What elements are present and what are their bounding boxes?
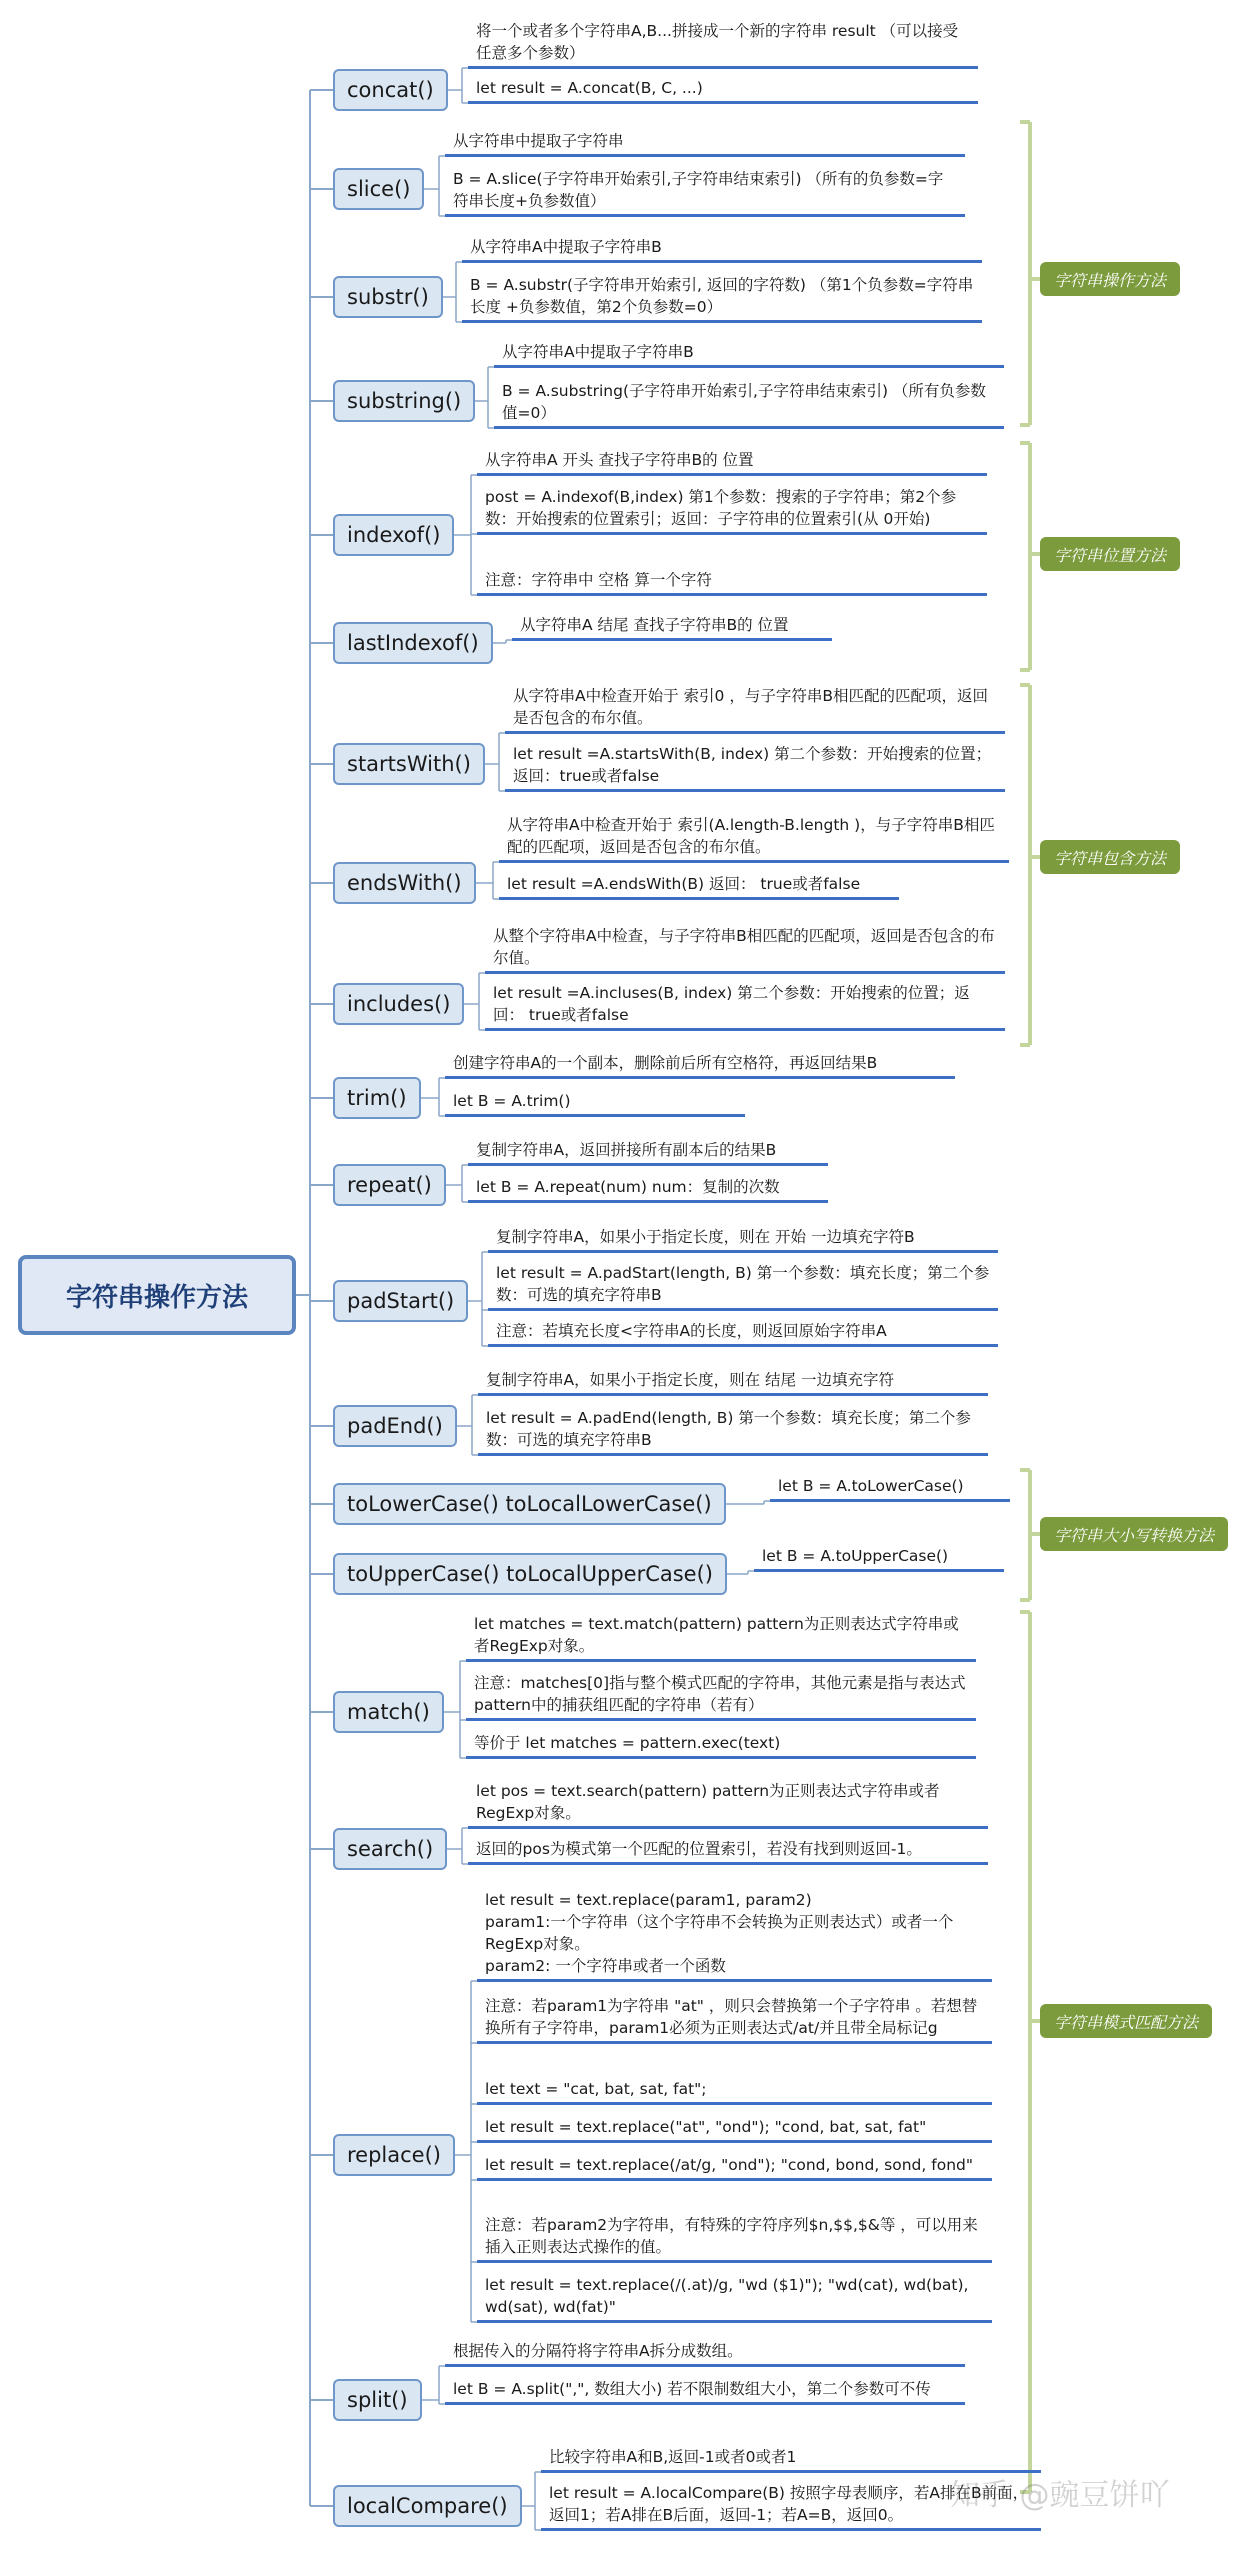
method-search[interactable]: search() [333, 1828, 447, 1870]
note-repeat-syntax: let B = A.repeat(num) num：复制的次数 [468, 1174, 828, 1203]
note-concat-syntax: let result = A.concat(B, C, ...) [468, 75, 978, 104]
note-substring-syntax: B = A.substring(子字符串开始索引,子字符串结束索引) （所有负参数值=0） [494, 378, 1004, 429]
note-lastindexof-desc: 从字符串A 结尾 查找子字符串B的 位置 [512, 612, 832, 641]
note-indexof-warning: 注意：字符串中 空格 算一个字符 [477, 567, 987, 596]
note-includes-syntax: let result =A.incluses(B, index) 第二个参数：开始搜索的位置；返回： true或者false [485, 980, 1005, 1031]
note-slice-syntax: B = A.slice(子字符串开始索引,子字符串结束索引) （所有的负参数=字符串长度+负参数值） [445, 166, 965, 217]
method-substr[interactable]: substr() [333, 276, 443, 318]
note-substr-syntax: B = A.substr(子字符串开始索引, 返回的字符数) （第1个负参数=字符串长度 +负参数值，第2个负参数=0） [462, 272, 982, 323]
method-repeat[interactable]: repeat() [333, 1164, 446, 1206]
note-endswith-syntax: let result =A.endsWith(B) 返回： true或者false [499, 871, 899, 900]
note-concat-desc: 将一个或者多个字符串A,B...拼接成一个新的字符串 result （可以接受任意多个参数） [468, 18, 978, 69]
method-lastindexof[interactable]: lastIndexof() [333, 622, 493, 664]
note-replace-syntax: let result = text.replace(param1, param2) param1:一个字符串（这个字符串不会转换为正则表达式）或者一个RegExp对象。 param2: 一个字符串或者一个函数 [477, 1887, 992, 1982]
group-label-includes[interactable]: 字符串包含方法 [1040, 840, 1180, 874]
method-trim[interactable]: trim() [333, 1077, 421, 1119]
method-indexof[interactable]: indexof() [333, 514, 454, 556]
note-match-warning: 注意：matches[0]指与整个模式匹配的字符串，其他元素是指与表达式pattern中的捕获组匹配的字符串（若有） [466, 1670, 976, 1721]
method-padstart[interactable]: padStart() [333, 1280, 468, 1322]
note-indexof-desc: 从字符串A 开头 查找子字符串B的 位置 [477, 447, 987, 476]
group-label-case[interactable]: 字符串大小写转换方法 [1040, 1517, 1228, 1551]
note-match-syntax: let matches = text.match(pattern) pattern为正则表达式字符串或者RegExp对象。 [466, 1611, 976, 1662]
group-label-position[interactable]: 字符串位置方法 [1040, 537, 1180, 571]
method-padend[interactable]: padEnd() [333, 1405, 457, 1447]
method-split[interactable]: split() [333, 2379, 422, 2421]
note-touppercase-syntax: let B = A.toUpperCase() [754, 1543, 1004, 1572]
note-replace-warning-2: 注意：若param2为字符串，有特殊的字符序列$n,$$,$&等 ，可以用来插入正则表达式操作的值。 [477, 2212, 992, 2263]
note-replace-example-1: let result = text.replace("at", "ond"); "cond, bat, sat, fat" [477, 2114, 992, 2143]
note-padend-syntax: let result = A.padEnd(length, B) 第一个参数：填充长度；第二个参数：可选的填充字符串B [478, 1405, 988, 1456]
note-trim-syntax: let B = A.trim() [445, 1088, 745, 1117]
note-replace-example-3: let result = text.replace(/(.at)/g, "wd ($1)"); "wd(cat), wd(bat), wd(sat), wd(fat)" [477, 2272, 992, 2323]
note-replace-example-2: let result = text.replace(/at/g, "ond"); "cond, bond, sond, fond" [477, 2152, 992, 2181]
method-endswith[interactable]: endsWith() [333, 862, 476, 904]
method-slice[interactable]: slice() [333, 168, 424, 210]
note-padstart-desc: 复制字符串A，如果小于指定长度，则在 开始 一边填充字符B [488, 1224, 998, 1253]
note-startswith-syntax: let result =A.startsWith(B, index) 第二个参数：开始搜索的位置；返回：true或者false [505, 741, 1005, 792]
note-replace-warning-1: 注意：若param1为字符串 "at" ，则只会替换第一个子字符串 。若想替换所有子字符串，param1必须为正则表达式/at/并且带全局标记g [477, 1993, 992, 2044]
note-search-return: 返回的pos为模式第一个匹配的位置索引，若没有找到则返回-1。 [468, 1836, 988, 1865]
note-split-desc: 根据传入的分隔符将字符串A拆分成数组。 [445, 2338, 965, 2367]
method-match[interactable]: match() [333, 1691, 444, 1733]
method-concat[interactable]: concat() [333, 69, 448, 111]
group-label-operations[interactable]: 字符串操作方法 [1040, 262, 1180, 296]
watermark: 知乎 @豌豆饼吖 [950, 2478, 1170, 2513]
root-topic[interactable]: 字符串操作方法 [18, 1255, 296, 1335]
note-tolowercase-syntax: let B = A.toLowerCase() [770, 1473, 1010, 1502]
note-padstart-syntax: let result = A.padStart(length, B) 第一个参数：填充长度；第二个参数：可选的填充字符串B [488, 1260, 998, 1311]
note-match-equivalent: 等价于 let matches = pattern.exec(text) [466, 1730, 976, 1759]
note-endswith-desc: 从字符串A中检查开始于 索引(A.length-B.length )，与子字符串B相匹配的匹配项，返回是否包含的布尔值。 [499, 812, 1009, 863]
note-padend-desc: 复制字符串A，如果小于指定长度，则在 结尾 一边填充字符 [478, 1367, 988, 1396]
method-includes[interactable]: includes() [333, 983, 464, 1025]
method-touppercase[interactable]: toUpperCase() toLocalUpperCase() [333, 1553, 727, 1595]
note-repeat-desc: 复制字符串A，返回拼接所有副本后的结果B [468, 1137, 828, 1166]
note-startswith-desc: 从字符串A中检查开始于 索引0 ，与子字符串B相匹配的匹配项，返回是否包含的布尔值。 [505, 683, 1005, 734]
note-split-syntax: let B = A.split(",", 数组大小) 若不限制数组大小，第二个参数可不传 [445, 2376, 965, 2405]
note-includes-desc: 从整个字符串A中检查，与子字符串B相匹配的匹配项，返回是否包含的布尔值。 [485, 923, 1005, 974]
note-localcompare-desc: 比较字符串A和B,返回-1或者0或者1 [541, 2444, 1041, 2473]
group-label-pattern[interactable]: 字符串模式匹配方法 [1040, 2004, 1212, 2038]
note-trim-desc: 创建字符串A的一个副本，删除前后所有空格符，再返回结果B [445, 1050, 955, 1079]
note-indexof-syntax: post = A.indexof(B,index) 第1个参数：搜索的子字符串；第2个参数：开始搜索的位置索引；返回：子字符串的位置索引(从 0开始) [477, 484, 987, 535]
method-startswith[interactable]: startsWith() [333, 743, 485, 785]
method-substring[interactable]: substring() [333, 380, 475, 422]
note-localcompare-syntax: let result = A.localCompare(B) 按照字母表顺序，若A排在B前面，返回1；若A排在B后面，返回-1；若A=B，返回0。 [541, 2480, 1041, 2531]
method-localcompare[interactable]: localCompare() [333, 2485, 522, 2527]
note-replace-example-text: let text = "cat, bat, sat, fat"; [477, 2076, 992, 2105]
note-padstart-warning: 注意：若填充长度<字符串A的长度，则返回原始字符串A [488, 1318, 998, 1347]
method-tolowercase[interactable]: toLowerCase() toLocalLowerCase() [333, 1483, 726, 1525]
note-substr-desc: 从字符串A中提取子字符串B [462, 234, 982, 263]
note-substring-desc: 从字符串A中提取子字符串B [494, 339, 1004, 368]
method-replace[interactable]: replace() [333, 2134, 455, 2176]
note-search-syntax: let pos = text.search(pattern) pattern为正则表达式字符串或者RegExp对象。 [468, 1778, 988, 1829]
note-slice-desc: 从字符串中提取子字符串 [445, 128, 965, 157]
